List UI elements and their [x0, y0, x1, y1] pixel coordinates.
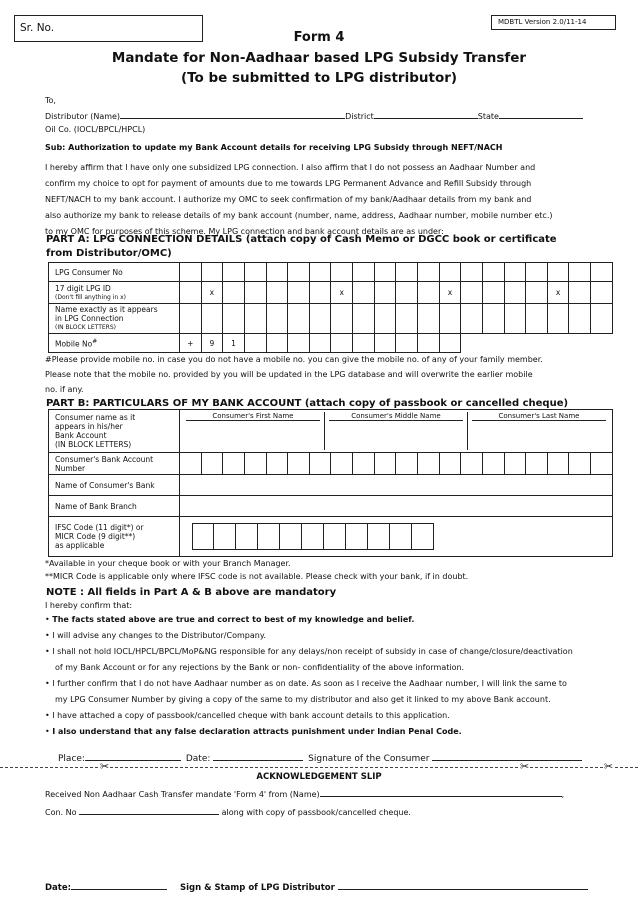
consumer-no-cell[interactable] [569, 263, 591, 282]
mobile-row [49, 334, 613, 353]
ifsc-row [49, 517, 613, 557]
branch-field[interactable] [179, 496, 612, 517]
note-item-text: I will advise any changes to the Distributor/Company. [52, 631, 266, 640]
to-label: To, [45, 96, 56, 105]
lpg-id-cell[interactable] [396, 282, 418, 304]
ifsc-cell[interactable] [390, 523, 412, 550]
name-cell[interactable] [309, 304, 331, 334]
consumer-no-cell[interactable] [482, 263, 504, 282]
ifsc-boxes [192, 523, 612, 550]
part-b-heading: PART B: PARTICULARS OF MY BANK ACCOUNT (attach copy of passbook or cancelled cheque) [46, 398, 569, 409]
lpg-id-title: 17 digit LPG ID [55, 283, 111, 293]
note-item [45, 644, 620, 660]
footnotes [45, 557, 468, 583]
consumer-no-cell[interactable] [461, 263, 483, 282]
account-no-cell[interactable] [353, 453, 375, 475]
part-b-table [48, 409, 613, 557]
ifsc-cell[interactable] [346, 523, 368, 550]
account-no-cell[interactable] [244, 453, 266, 475]
account-no-label [49, 453, 180, 475]
scissors-icon: ✂ [520, 760, 530, 773]
note-item-text: I also understand that any false declaration attracts punishment under Indian Penal Code. [52, 727, 462, 736]
mobile-note [45, 352, 543, 397]
consumer-no-cell[interactable] [439, 263, 461, 282]
consumer-no-cell[interactable] [353, 263, 375, 282]
lpg-id-x-cell: x [201, 282, 223, 304]
affirmation-paragraph [45, 160, 613, 240]
ack-sign-label: Sign & Stamp of LPG Distributor [180, 883, 335, 893]
state-label: State [477, 112, 499, 121]
ifsc-cell[interactable] [280, 523, 302, 550]
date-field[interactable] [213, 750, 303, 761]
version-box [491, 15, 616, 30]
mobile-prefix-digit: 1 [223, 334, 245, 353]
ifsc-cell[interactable] [368, 523, 390, 550]
note-item-cont: of my Bank Account or for any rejections by the Bank or non- confidentiality of the above information. [55, 663, 465, 672]
lpg-id-cell[interactable] [417, 282, 439, 304]
consumer-no-cell[interactable] [201, 263, 223, 282]
consumer-no-cell[interactable] [526, 263, 548, 282]
lpg-id-x-cell: x [439, 282, 461, 304]
consumer-no-cell[interactable] [504, 263, 526, 282]
account-no-cell[interactable] [331, 453, 353, 475]
bank-name-label-line: appears in his/her [55, 422, 123, 431]
part-a-heading-line: PART A: LPG CONNECTION DETAILS (attach copy of Cash Memo or DGCC book or certificate [46, 234, 557, 245]
lpg-id-cell[interactable] [266, 282, 288, 304]
bullet-icon: • [45, 727, 50, 736]
lpg-id-cell[interactable] [374, 282, 396, 304]
mobile-cell[interactable] [244, 334, 266, 353]
lpg-id-cell[interactable] [591, 282, 613, 304]
account-no-label-line: Number [55, 463, 86, 473]
ifsc-label-line: MICR Code (9 digit**) [55, 532, 136, 541]
bullet-icon: • [45, 615, 50, 624]
lpg-id-cell[interactable] [482, 282, 504, 304]
consumer-no-cell[interactable] [309, 263, 331, 282]
scissors-icon: ✂ [100, 760, 110, 773]
consumer-no-cell[interactable] [417, 263, 439, 282]
ack-con-row [45, 804, 411, 820]
name-label-line: in LPG Connection [55, 314, 124, 323]
consumer-no-cell[interactable] [288, 263, 310, 282]
name-label-line: (IN BLOCK LETTERS) [55, 324, 116, 331]
date-label: Date: [185, 754, 211, 764]
affirmation-line: I hereby affirm that I have only one subsidized LPG connection. I also affirm that I do not possess an Aadhaar Number and [45, 163, 536, 172]
note-item-text: I have attached a copy of passbook/cancelled cheque with bank account details to this application. [52, 711, 450, 720]
signature-row [58, 750, 582, 764]
mobile-cell[interactable] [439, 334, 461, 353]
lpg-id-label [49, 282, 180, 304]
oil-co-label: Oil Co. (IOCL/BPCL/HPCL) [45, 125, 146, 134]
name-cell[interactable] [482, 304, 504, 334]
signature-label: Signature of the Consumer [308, 754, 430, 764]
note-item-text: I shall not hold IOCL/HPCL/BPCL/MoP&NG responsible for any delays/non receipt of subsidy in case of change/closure/deactivation [52, 647, 573, 656]
ack-sign-field[interactable] [338, 879, 588, 890]
note-list [45, 612, 620, 740]
lpg-id-cell[interactable] [353, 282, 375, 304]
name-label-line: Name exactly as it appears [55, 305, 158, 314]
name-cell[interactable] [201, 304, 223, 334]
account-no-cell[interactable] [482, 453, 504, 475]
ack-received-row [45, 786, 564, 802]
account-no-cell[interactable] [591, 453, 613, 475]
ack-name-field[interactable] [320, 786, 562, 797]
consumer-no-cell[interactable] [591, 263, 613, 282]
name-label [49, 304, 180, 334]
branch-row [49, 496, 613, 517]
mobile-note-line: #Please provide mobile no. in case you do not have a mobile no. you can give the mobile no. of any of your family member. [45, 355, 543, 364]
lpg-id-row [49, 282, 613, 304]
district-field[interactable] [374, 108, 478, 119]
ifsc-field [179, 517, 612, 557]
part-a-table [48, 262, 613, 353]
ifsc-cell[interactable] [324, 523, 346, 550]
first-name-header: Consumer's First Name [186, 412, 320, 421]
note-item [45, 708, 620, 724]
account-no-cell[interactable] [179, 453, 201, 475]
ifsc-cell[interactable] [412, 523, 434, 550]
lpg-id-cell[interactable] [526, 282, 548, 304]
lpg-id-cell[interactable] [288, 282, 310, 304]
name-cell[interactable] [417, 304, 439, 334]
form-number: Form 4 [293, 30, 345, 45]
lpg-id-note: (Don't fill anything in x) [55, 293, 127, 301]
con-no-suffix: along with copy of passbook/cancelled cheque. [221, 808, 411, 817]
mobile-cell[interactable] [374, 334, 396, 353]
account-no-cell[interactable] [288, 453, 310, 475]
name-cell[interactable] [569, 304, 591, 334]
ifsc-cell[interactable] [236, 523, 258, 550]
account-no-cell[interactable] [547, 453, 569, 475]
bullet-icon: • [45, 647, 50, 656]
account-no-cell[interactable] [417, 453, 439, 475]
subject-line: Sub: Authorization to update my Bank Account details for receiving LPG Subsidy through NEFT/NACH [45, 143, 503, 152]
name-cell[interactable] [244, 304, 266, 334]
ack-heading: ACKNOWLEDGEMENT SLIP [256, 772, 382, 782]
bank-name-label-line: Bank Account [55, 431, 107, 440]
mobile-cell[interactable] [331, 334, 353, 353]
account-no-cell[interactable] [569, 453, 591, 475]
state-field[interactable] [499, 108, 583, 119]
ack-received-end: , [561, 790, 565, 799]
footnote: *Available in your cheque book or with your Branch Manager. [45, 559, 291, 568]
bank-name-columns [186, 412, 606, 450]
last-name-header: Consumer's Last Name [472, 412, 606, 421]
bank-name-label-line: Consumer name as it [55, 413, 136, 422]
note-item-cont: my LPG Consumer Number by giving a copy of the same to my distributor and also get it linked to my above Bank account. [55, 695, 551, 704]
footnote: **MICR Code is applicable only where IFSC code is not available. Please check with your bank, if in doubt. [45, 572, 469, 581]
lpg-id-cell[interactable] [309, 282, 331, 304]
bank-consumer-name-label [49, 410, 180, 453]
place-label: Place: [58, 754, 85, 764]
con-no-field[interactable] [79, 804, 219, 815]
note-item [45, 628, 620, 644]
ack-received-label: Received Non Aadhaar Cash Transfer mandate 'Form 4' from (Name) [45, 790, 320, 799]
ifsc-label-line: as applicable [55, 541, 105, 550]
consumer-no-cell[interactable] [396, 263, 418, 282]
lpg-id-x-cell: x [331, 282, 353, 304]
ifsc-cell[interactable] [192, 523, 214, 550]
ack-date-field[interactable] [71, 879, 167, 890]
note-item [45, 676, 620, 692]
consumer-no-cell[interactable] [331, 263, 353, 282]
page-subtitle: (To be submitted to LPG distributor) [180, 70, 458, 86]
ack-date-label: Date: [45, 883, 72, 893]
lpg-id-cell[interactable] [569, 282, 591, 304]
version-text: MDBTL Version 2.0/11-14 [498, 18, 587, 26]
name-cell[interactable] [526, 304, 548, 334]
middle-name-field[interactable] [325, 412, 468, 450]
account-no-cell[interactable] [309, 453, 331, 475]
name-cell[interactable] [353, 304, 375, 334]
mobile-cell[interactable] [288, 334, 310, 353]
bank-name-label-line: (IN BLOCK LETTERS) [55, 440, 132, 449]
account-no-cell[interactable] [223, 453, 245, 475]
note-heading: NOTE : All fields in Part A & B above are mandatory [46, 587, 337, 598]
account-no-cell[interactable] [374, 453, 396, 475]
name-cell[interactable] [331, 304, 353, 334]
name-cell[interactable] [288, 304, 310, 334]
first-name-field[interactable] [186, 412, 325, 450]
name-cell[interactable] [396, 304, 418, 334]
name-cell[interactable] [461, 304, 483, 334]
consumer-no-cell[interactable] [244, 263, 266, 282]
lpg-id-cell[interactable] [179, 282, 201, 304]
lpg-id-cell[interactable] [461, 282, 483, 304]
name-cell[interactable] [179, 304, 201, 334]
mobile-label [49, 334, 180, 353]
note-item [45, 724, 620, 740]
scissors-icon: ✂ [604, 760, 614, 773]
ifsc-label [49, 517, 180, 557]
note-item-text: I further confirm that I do not have Aadhaar number as on date. As soon as I receive the Aadhaar number, I will link the same to [52, 679, 567, 688]
note-intro: I hereby confirm that: [45, 601, 133, 610]
bank-name-entry-row [49, 475, 613, 496]
mobile-prefix-plus: + [179, 334, 201, 353]
ifsc-label-line: IFSC Code (11 digit*) or [55, 523, 144, 532]
ifsc-cell[interactable] [258, 523, 280, 550]
mobile-cell[interactable] [417, 334, 439, 353]
account-no-cell[interactable] [526, 453, 548, 475]
name-cell[interactable] [266, 304, 288, 334]
mobile-prefix-digit: 9 [201, 334, 223, 353]
lpg-id-x-cell: x [547, 282, 569, 304]
page-title: Mandate for Non-Aadhaar based LPG Subsidy Transfer [111, 50, 527, 66]
account-no-cell[interactable] [266, 453, 288, 475]
con-no-label: Con. No [45, 808, 77, 817]
bank-name-row [49, 410, 613, 453]
affirmation-line: also authorize my bank to release details of my bank account (number, name, address, Aadhaar number, mobile number etc.) [45, 211, 553, 220]
middle-name-header: Consumer's Middle Name [329, 412, 463, 421]
account-no-cell[interactable] [201, 453, 223, 475]
name-cell[interactable] [547, 304, 569, 334]
mobile-cell[interactable] [353, 334, 375, 353]
consumer-no-label: LPG Consumer No [49, 263, 180, 282]
ifsc-cell[interactable] [214, 523, 236, 550]
consumer-no-cell[interactable] [223, 263, 245, 282]
bank-name-label: Name of Consumer's Bank [49, 475, 180, 496]
affirmation-line: NEFT/NACH to my bank account. I authorize my OMC to seek confirmation of my bank/Aadhaar details from my bank and [45, 195, 532, 204]
mobile-label-sup: # [92, 338, 98, 346]
bank-name-field[interactable] [179, 475, 612, 496]
mobile-cell[interactable] [266, 334, 288, 353]
bullet-icon: • [45, 711, 50, 720]
affirmation-line: confirm my choice to opt for payment of amounts due to me towards LPG Permanent Advance and Refill Subsidy through [45, 179, 532, 188]
note-item-text: The facts stated above are true and correct to best of my knowledge and belief. [52, 615, 415, 624]
consumer-no-cell[interactable] [179, 263, 201, 282]
name-cell[interactable] [439, 304, 461, 334]
sr-no-label: Sr. No. [20, 22, 55, 34]
account-no-label-line: Consumer's Bank Account [55, 454, 154, 464]
name-cell[interactable] [504, 304, 526, 334]
signature-field[interactable] [432, 750, 582, 761]
name-cell[interactable] [591, 304, 613, 334]
mobile-note-line: no. if any. [45, 385, 84, 394]
consumer-no-cell[interactable] [374, 263, 396, 282]
part-a-heading-line: from Distributor/OMC) [46, 248, 172, 259]
consumer-no-cell[interactable] [547, 263, 569, 282]
lpg-id-cell[interactable] [223, 282, 245, 304]
part-a-heading [46, 233, 557, 261]
account-no-cell[interactable] [504, 453, 526, 475]
bullet-icon: • [45, 679, 50, 688]
mobile-cell[interactable] [309, 334, 331, 353]
branch-label: Name of Bank Branch [49, 496, 180, 517]
name-cell[interactable] [223, 304, 245, 334]
account-no-row [49, 453, 613, 475]
district-label: District [345, 112, 374, 121]
mobile-label-text: Mobile No [55, 339, 93, 349]
name-cell[interactable] [374, 304, 396, 334]
consumer-no-row [49, 263, 613, 282]
last-name-field[interactable] [468, 412, 606, 450]
lpg-id-cell[interactable] [244, 282, 266, 304]
account-no-cell[interactable] [461, 453, 483, 475]
ifsc-cell[interactable] [302, 523, 324, 550]
cut-line [0, 767, 638, 768]
account-no-cell[interactable] [439, 453, 461, 475]
account-no-cell[interactable] [396, 453, 418, 475]
mobile-cell[interactable] [396, 334, 418, 353]
consumer-no-cell[interactable] [266, 263, 288, 282]
name-row [49, 304, 613, 334]
affirmation-line: to my OMC for purposes of this scheme. My LPG connection and bank account details are as under: [45, 227, 444, 236]
bank-name-fields [179, 410, 612, 453]
lpg-id-cell[interactable] [504, 282, 526, 304]
mobile-note-line: Please note that the mobile no. provided by you will be updated in the LPG database and will overwrite the earlier mobile [45, 370, 533, 379]
note-item [45, 612, 620, 628]
distributor-name-field[interactable] [120, 108, 345, 119]
distributor-label: Distributor (Name) [45, 112, 121, 121]
mobile-blank [461, 334, 613, 353]
bullet-icon: • [45, 631, 50, 640]
ack-footer-row [45, 879, 588, 893]
